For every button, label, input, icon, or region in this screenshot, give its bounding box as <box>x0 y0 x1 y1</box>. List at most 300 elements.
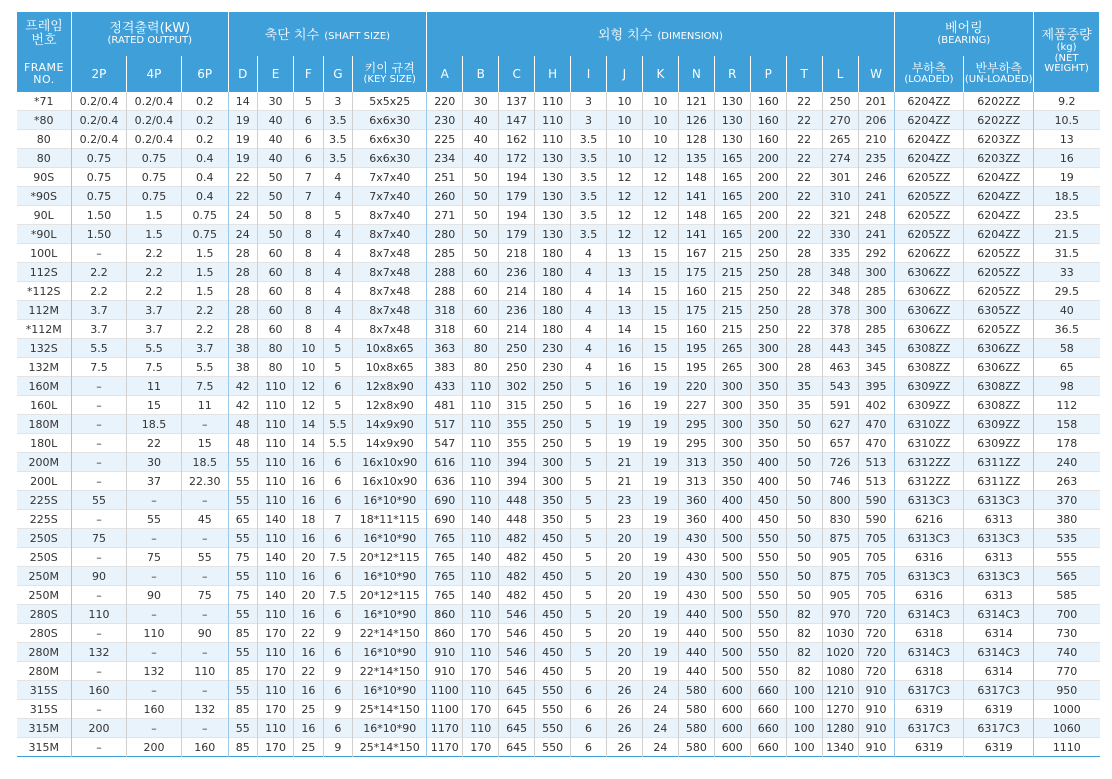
table-cell: 110 <box>463 472 499 491</box>
table-cell: 8x7x48 <box>353 263 427 282</box>
table-cell: 6306ZZ <box>964 339 1034 358</box>
table-cell: 250 <box>750 244 786 263</box>
table-cell: – <box>181 529 228 548</box>
table-cell: 6 <box>571 700 607 719</box>
table-cell: 10 <box>606 130 642 149</box>
table-cell: 730 <box>1034 624 1100 643</box>
table-row <box>17 225 1100 244</box>
table-cell: 13 <box>1034 130 1100 149</box>
table-cell: 450 <box>535 586 571 605</box>
table-cell: 50 <box>786 510 822 529</box>
table-cell: 15 <box>642 263 678 282</box>
table-cell: 110 <box>535 130 571 149</box>
table-row <box>17 111 1100 130</box>
table-cell: 550 <box>750 624 786 643</box>
table-cell: 24 <box>642 700 678 719</box>
col-l: L <box>822 56 858 92</box>
table-cell: 215 <box>714 282 750 301</box>
table-cell: 160 <box>678 282 714 301</box>
table-cell: 300 <box>858 301 894 320</box>
table-cell: 383 <box>427 358 463 377</box>
table-cell: 10.5 <box>1034 111 1100 130</box>
table-cell: 9 <box>323 738 353 757</box>
table-cell: 5 <box>571 434 607 453</box>
table-cell: 3 <box>571 92 607 111</box>
table-cell: 6317C3 <box>964 681 1034 700</box>
table-cell: – <box>71 586 126 605</box>
table-cell: 7x7x40 <box>353 168 427 187</box>
table-cell: 12 <box>606 168 642 187</box>
dimension-header-ko: 외형 치수 <box>597 27 653 43</box>
table-cell: – <box>181 567 228 586</box>
table-row <box>17 168 1100 187</box>
table-cell: 6 <box>571 738 607 757</box>
table-cell: 4 <box>323 244 353 263</box>
table-cell: 130 <box>714 130 750 149</box>
table-cell: 6204ZZ <box>894 149 964 168</box>
table-cell: 4 <box>323 187 353 206</box>
table-cell: 3.5 <box>323 130 353 149</box>
table-cell: 355 <box>499 415 535 434</box>
table-cell: 24 <box>228 225 258 244</box>
table-cell: 5 <box>323 206 353 225</box>
table-cell: 8 <box>294 225 324 244</box>
table-cell: 11 <box>126 377 181 396</box>
table-cell: 482 <box>499 567 535 586</box>
shaft-size-header <box>228 12 427 56</box>
table-row <box>17 301 1100 320</box>
table-cell: 19 <box>606 434 642 453</box>
table-cell: 12x8x90 <box>353 396 427 415</box>
table-cell: 50 <box>786 529 822 548</box>
table-cell: 300 <box>714 377 750 396</box>
table-cell: 4 <box>323 320 353 339</box>
table-cell: 4 <box>571 282 607 301</box>
table-cell: 110 <box>258 453 294 472</box>
table-cell: 30 <box>126 453 181 472</box>
frame-cell: 315S <box>17 700 72 719</box>
table-row <box>17 491 1100 510</box>
table-cell: 16 <box>294 529 324 548</box>
table-cell: 6205ZZ <box>964 320 1034 339</box>
table-cell: 660 <box>750 681 786 700</box>
table-cell: 5 <box>571 472 607 491</box>
table-cell: 170 <box>463 738 499 757</box>
table-cell: 28 <box>228 301 258 320</box>
table-cell: 26 <box>606 719 642 738</box>
table-cell: 250 <box>499 358 535 377</box>
table-cell: 470 <box>858 434 894 453</box>
table-cell: 3 <box>323 92 353 111</box>
header-row-top <box>17 12 1100 56</box>
table-cell: 65 <box>228 510 258 529</box>
table-cell: 3.5 <box>571 130 607 149</box>
table-cell: 550 <box>535 700 571 719</box>
frame-cell: 225S <box>17 510 72 529</box>
table-cell: 300 <box>714 396 750 415</box>
table-cell: 80 <box>258 358 294 377</box>
table-cell: – <box>126 643 181 662</box>
table-cell: 6317C3 <box>894 719 964 738</box>
table-cell: 200 <box>71 719 126 738</box>
table-cell: 55 <box>228 529 258 548</box>
table-cell: 765 <box>427 567 463 586</box>
table-cell: 195 <box>678 339 714 358</box>
rated-output-header-en: (RATED OUTPUT) <box>107 34 192 46</box>
table-cell: 860 <box>427 624 463 643</box>
table-cell: 20 <box>606 605 642 624</box>
table-cell: 40 <box>463 111 499 130</box>
table-cell: 50 <box>786 548 822 567</box>
table-cell: 19 <box>642 605 678 624</box>
table-cell: 285 <box>858 320 894 339</box>
table-cell: 910 <box>427 643 463 662</box>
table-cell: 110 <box>258 415 294 434</box>
table-cell: – <box>126 529 181 548</box>
table-cell: 12 <box>606 187 642 206</box>
table-cell: 5 <box>323 358 353 377</box>
table-cell: 5 <box>323 339 353 358</box>
table-cell: 0.2/0.4 <box>126 111 181 130</box>
table-cell: 28 <box>786 358 822 377</box>
table-cell: 16*10*90 <box>353 605 427 624</box>
table-cell: 500 <box>714 643 750 662</box>
table-cell: 141 <box>678 225 714 244</box>
frame-cell: 250M <box>17 586 72 605</box>
table-cell: 0.2/0.4 <box>71 92 126 111</box>
table-cell: – <box>71 415 126 434</box>
table-cell: 5 <box>571 415 607 434</box>
table-cell: 9.2 <box>1034 92 1100 111</box>
table-cell: 313 <box>678 472 714 491</box>
table-cell: 21 <box>606 453 642 472</box>
table-cell: 26 <box>606 738 642 757</box>
table-cell: 6309ZZ <box>964 434 1034 453</box>
table-cell: 6 <box>323 377 353 396</box>
table-cell: 12 <box>606 206 642 225</box>
table-cell: 16 <box>294 567 324 586</box>
table-cell: 33 <box>1034 263 1100 282</box>
table-cell: 10x8x65 <box>353 358 427 377</box>
table-cell: 18 <box>294 510 324 529</box>
table-cell: 1100 <box>427 700 463 719</box>
table-row <box>17 681 1100 700</box>
table-cell: 500 <box>714 586 750 605</box>
table-cell: 482 <box>499 586 535 605</box>
table-cell: 20*12*115 <box>353 586 427 605</box>
col-r: R <box>714 56 750 92</box>
table-cell: 250 <box>750 263 786 282</box>
table-cell: 0.4 <box>181 149 228 168</box>
table-cell: 1.50 <box>71 206 126 225</box>
table-cell: 167 <box>678 244 714 263</box>
table-cell: 1.5 <box>181 244 228 263</box>
table-cell: 110 <box>535 92 571 111</box>
table-cell: 110 <box>463 453 499 472</box>
table-cell: 16 <box>1034 149 1100 168</box>
frame-cell: 250S <box>17 548 72 567</box>
table-cell: 4 <box>571 301 607 320</box>
table-cell: 6205ZZ <box>894 187 964 206</box>
table-row <box>17 738 1100 757</box>
table-cell: 5.5 <box>126 339 181 358</box>
table-cell: 28 <box>786 339 822 358</box>
table-cell: 348 <box>822 263 858 282</box>
table-cell: 350 <box>714 472 750 491</box>
table-cell: 580 <box>678 700 714 719</box>
table-cell: 165 <box>714 168 750 187</box>
table-cell: 16*10*90 <box>353 681 427 700</box>
table-cell: 210 <box>858 130 894 149</box>
table-cell: 0.75 <box>181 206 228 225</box>
table-cell: 705 <box>858 529 894 548</box>
frame-cell: *80 <box>17 111 72 130</box>
table-cell: – <box>71 548 126 567</box>
table-cell: 50 <box>463 187 499 206</box>
table-cell: 22 <box>786 206 822 225</box>
table-cell: 50 <box>258 206 294 225</box>
table-cell: 40 <box>258 149 294 168</box>
table-cell: 318 <box>427 301 463 320</box>
table-cell: 550 <box>750 567 786 586</box>
table-cell: 25 <box>294 738 324 757</box>
table-cell: 170 <box>463 624 499 643</box>
table-cell: 5 <box>571 510 607 529</box>
table-cell: 55 <box>71 491 126 510</box>
frame-cell: 280M <box>17 643 72 662</box>
table-cell: 130 <box>535 225 571 244</box>
table-cell: 110 <box>258 681 294 700</box>
table-cell: 227 <box>678 396 714 415</box>
table-cell: 6311ZZ <box>964 472 1034 491</box>
table-cell: 1340 <box>822 738 858 757</box>
table-row <box>17 263 1100 282</box>
table-cell: 110 <box>463 396 499 415</box>
table-cell: 860 <box>427 605 463 624</box>
table-cell: 22 <box>786 187 822 206</box>
table-cell: 24 <box>228 206 258 225</box>
table-cell: 16*10*90 <box>353 491 427 510</box>
table-cell: 12 <box>642 168 678 187</box>
table-cell: 0.75 <box>126 168 181 187</box>
table-cell: 394 <box>499 453 535 472</box>
table-cell: 170 <box>258 700 294 719</box>
table-cell: 110 <box>463 567 499 586</box>
table-cell: 1.5 <box>181 282 228 301</box>
table-cell: 75 <box>71 529 126 548</box>
table-cell: 0.75 <box>71 168 126 187</box>
table-cell: 6306ZZ <box>894 320 964 339</box>
table-cell: 950 <box>1034 681 1100 700</box>
table-cell: 236 <box>499 263 535 282</box>
table-cell: – <box>71 472 126 491</box>
table-cell: 875 <box>822 529 858 548</box>
table-cell: 215 <box>714 244 750 263</box>
table-cell: 48 <box>228 415 258 434</box>
table-cell: 165 <box>714 187 750 206</box>
table-cell: 24 <box>642 738 678 757</box>
table-cell: 6313C3 <box>894 567 964 586</box>
table-cell: 448 <box>499 510 535 529</box>
table-cell: 7.5 <box>126 358 181 377</box>
table-cell: 6313 <box>964 586 1034 605</box>
table-cell: 65 <box>1034 358 1100 377</box>
table-cell: 55 <box>228 719 258 738</box>
table-cell: 250 <box>750 301 786 320</box>
table-cell: 3.5 <box>571 149 607 168</box>
table-cell: 600 <box>714 681 750 700</box>
table-cell: 690 <box>427 510 463 529</box>
table-cell: 82 <box>786 662 822 681</box>
table-cell: 8 <box>294 263 324 282</box>
table-cell: 55 <box>228 453 258 472</box>
table-cell: 16x10x90 <box>353 453 427 472</box>
table-cell: 1110 <box>1034 738 1100 757</box>
table-cell: 110 <box>463 605 499 624</box>
table-cell: 4 <box>323 225 353 244</box>
table-cell: 355 <box>499 434 535 453</box>
table-cell: 4 <box>571 339 607 358</box>
table-cell: 7.5 <box>323 586 353 605</box>
table-cell: 720 <box>858 605 894 624</box>
table-cell: 6309ZZ <box>964 415 1034 434</box>
table-cell: 6314 <box>964 624 1034 643</box>
table-cell: 300 <box>858 263 894 282</box>
table-cell: 585 <box>1034 586 1100 605</box>
table-cell: 35 <box>786 396 822 415</box>
table-cell: 110 <box>258 605 294 624</box>
table-cell: 110 <box>258 491 294 510</box>
table-cell: – <box>126 681 181 700</box>
table-cell: 546 <box>499 643 535 662</box>
table-cell: 550 <box>750 548 786 567</box>
table-cell: 36.5 <box>1034 320 1100 339</box>
table-cell: 246 <box>858 168 894 187</box>
table-cell: 1080 <box>822 662 858 681</box>
table-cell: 4 <box>571 320 607 339</box>
frame-cell: 250M <box>17 567 72 586</box>
table-cell: 19 <box>642 586 678 605</box>
table-cell: 15 <box>126 396 181 415</box>
table-cell: – <box>71 510 126 529</box>
table-cell: 20 <box>606 548 642 567</box>
table-cell: 4 <box>323 301 353 320</box>
table-cell: 140 <box>463 586 499 605</box>
table-cell: 300 <box>535 453 571 472</box>
col-j: J <box>606 56 642 92</box>
table-cell: 160 <box>71 681 126 700</box>
table-cell: 535 <box>1034 529 1100 548</box>
bearing-header-en: (BEARING) <box>937 34 991 46</box>
table-cell: 6313 <box>964 510 1034 529</box>
table-cell: 179 <box>499 225 535 244</box>
table-cell: 16*10*90 <box>353 567 427 586</box>
table-row <box>17 643 1100 662</box>
table-cell: 6316 <box>894 586 964 605</box>
table-cell: 550 <box>535 738 571 757</box>
table-cell: 8 <box>294 301 324 320</box>
table-cell: 6319 <box>894 700 964 719</box>
table-cell: 10 <box>294 358 324 377</box>
table-cell: 130 <box>714 92 750 111</box>
table-cell: 1.5 <box>126 225 181 244</box>
table-cell: 140 <box>463 548 499 567</box>
table-cell: 110 <box>258 529 294 548</box>
table-cell: 6204ZZ <box>964 206 1034 225</box>
table-cell: 500 <box>714 548 750 567</box>
col-g: G <box>323 56 353 92</box>
table-cell: 288 <box>427 263 463 282</box>
col-bearing-loaded <box>894 56 964 92</box>
table-cell: 645 <box>499 738 535 757</box>
table-cell: 6 <box>323 719 353 738</box>
table-cell: 16 <box>294 472 324 491</box>
table-row <box>17 548 1100 567</box>
table-cell: 16 <box>606 396 642 415</box>
table-cell: 700 <box>1034 605 1100 624</box>
table-cell: – <box>181 681 228 700</box>
table-cell: 550 <box>750 605 786 624</box>
table-cell: 160 <box>750 130 786 149</box>
table-cell: 178 <box>1034 434 1100 453</box>
table-cell: 350 <box>750 434 786 453</box>
table-cell: 130 <box>535 149 571 168</box>
table-row <box>17 206 1100 225</box>
table-cell: 31.5 <box>1034 244 1100 263</box>
table-cell: 140 <box>258 586 294 605</box>
table-cell: 5 <box>571 491 607 510</box>
table-cell: 6318 <box>894 624 964 643</box>
col-bearing-unloaded <box>964 56 1034 92</box>
table-cell: 3.7 <box>181 339 228 358</box>
table-cell: 165 <box>714 149 750 168</box>
table-cell: 55 <box>228 567 258 586</box>
table-cell: 20 <box>606 567 642 586</box>
frame-cell: 315M <box>17 738 72 757</box>
table-cell: 180 <box>535 320 571 339</box>
col-t: T <box>786 56 822 92</box>
table-cell: 10 <box>642 92 678 111</box>
bearing-loaded-en: (LOADED) <box>904 74 954 86</box>
table-cell: 8x7x48 <box>353 244 427 263</box>
table-cell: 80 <box>463 339 499 358</box>
table-cell: 300 <box>714 415 750 434</box>
frame-cell: 225S <box>17 491 72 510</box>
table-cell: 6310ZZ <box>894 415 964 434</box>
table-cell: 110 <box>181 662 228 681</box>
table-cell: 110 <box>126 624 181 643</box>
table-cell: 6305ZZ <box>964 301 1034 320</box>
table-cell: 0.75 <box>71 187 126 206</box>
table-cell: 85 <box>228 700 258 719</box>
table-cell: 19 <box>642 643 678 662</box>
frame-cell: 112M <box>17 301 72 320</box>
table-cell: 132 <box>126 662 181 681</box>
table-cell: 165 <box>714 206 750 225</box>
col-d: D <box>228 56 258 92</box>
table-cell: 13 <box>606 244 642 263</box>
table-cell: 60 <box>258 282 294 301</box>
table-cell: 23.5 <box>1034 206 1100 225</box>
table-cell: 20 <box>606 529 642 548</box>
table-cell: 10 <box>642 130 678 149</box>
table-cell: 20 <box>606 662 642 681</box>
col-e: E <box>258 56 294 92</box>
table-cell: 16*10*90 <box>353 719 427 738</box>
table-cell: 5 <box>571 605 607 624</box>
key-size-ko: 키이 규격 <box>364 61 415 76</box>
dimension-header-en: (DIMENSION) <box>657 30 723 42</box>
